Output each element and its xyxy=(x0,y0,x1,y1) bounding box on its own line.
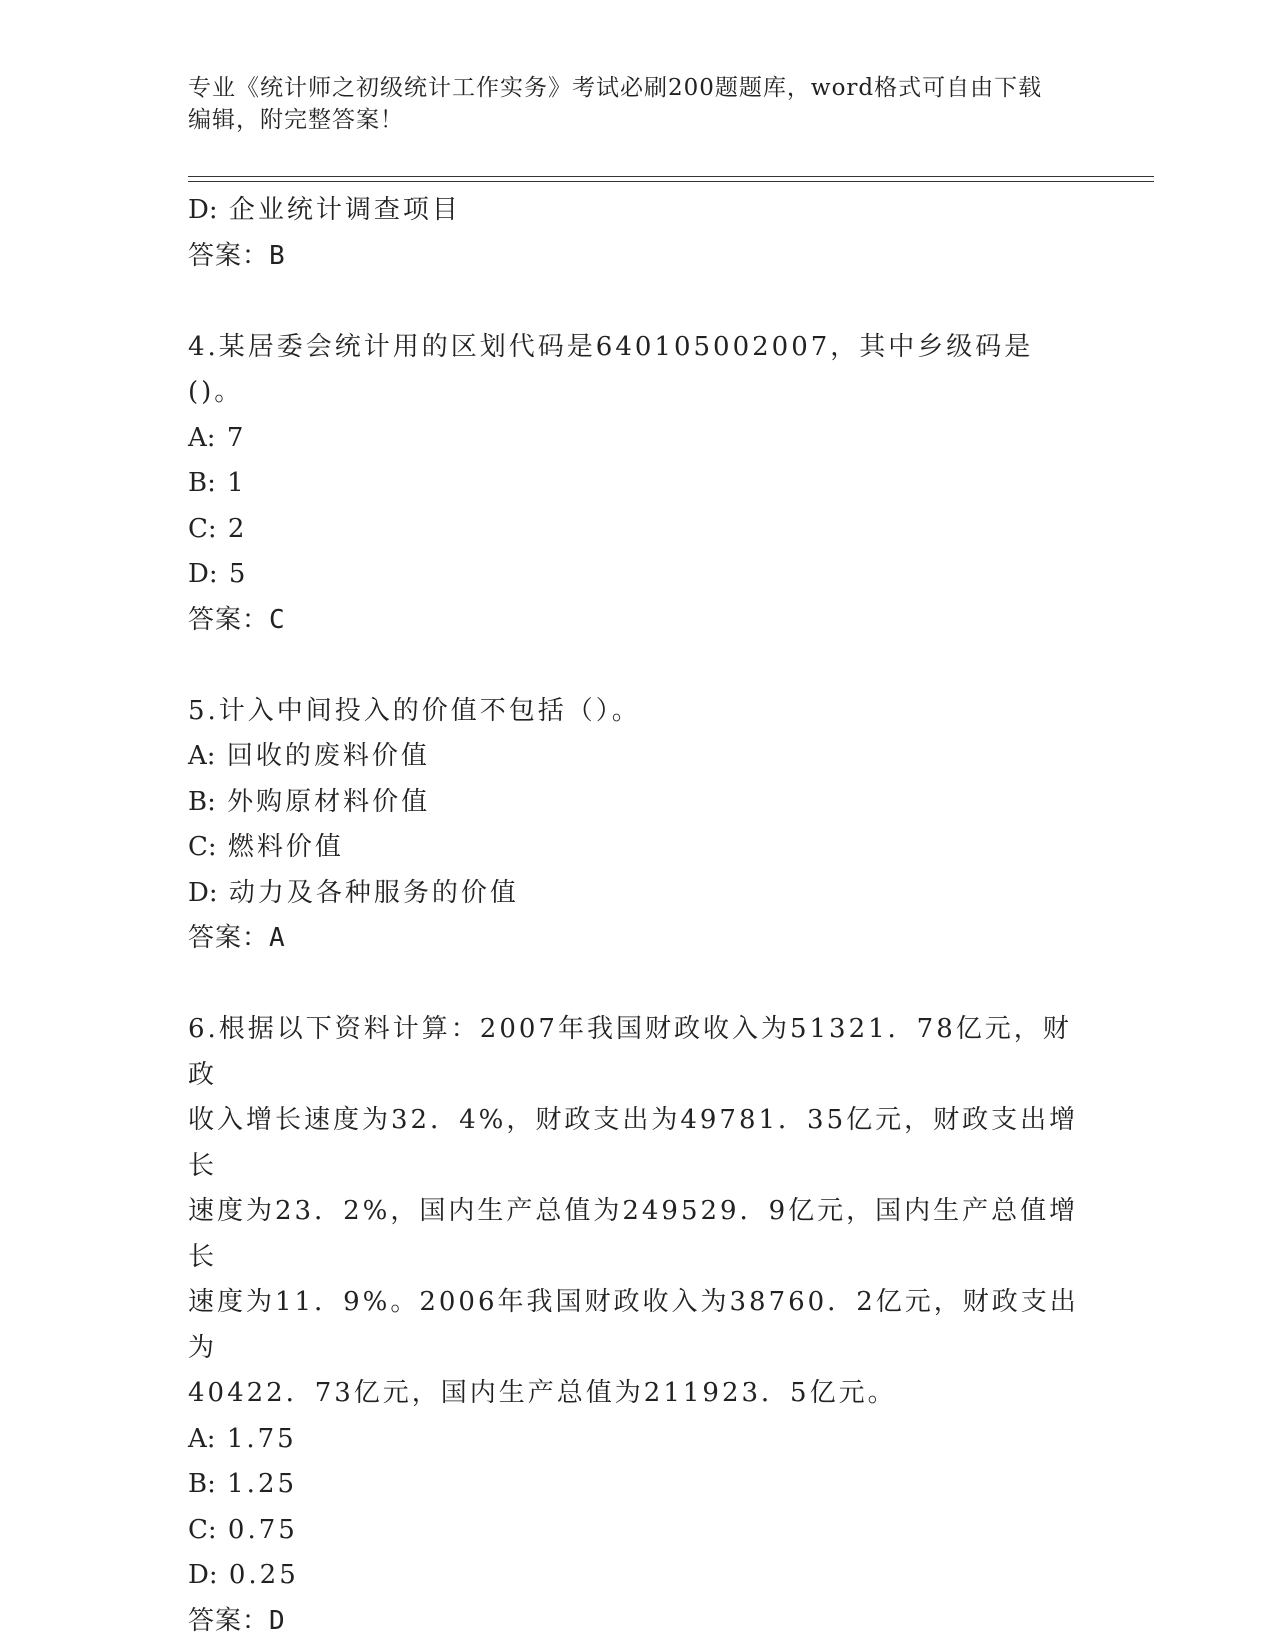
answer-value: C xyxy=(269,604,286,635)
answer-label: 答案： xyxy=(188,240,270,271)
option-c xyxy=(188,1508,1088,1554)
option-text: 燃料价值 xyxy=(227,832,344,862)
header-divider-top xyxy=(188,176,1154,177)
option-text: 0.75 xyxy=(227,1514,298,1545)
option-label: C: xyxy=(188,513,217,544)
option-label: B: xyxy=(188,1469,216,1499)
option-text: 动力及各种服务的价值 xyxy=(228,877,519,908)
option-label: B: xyxy=(188,786,216,817)
option-c xyxy=(188,507,1088,553)
answer-value: B xyxy=(269,240,286,271)
option-d xyxy=(188,552,1088,598)
answer-label: 答案： xyxy=(188,604,270,635)
option-label: D: xyxy=(188,559,218,589)
answer-label: 答案： xyxy=(188,923,270,953)
question-6-stem-line: 速度为23．2%，国内生产总值为249529．9亿元，国内生产总值增长 xyxy=(188,1196,1079,1272)
option-text: 1.75 xyxy=(226,1423,297,1454)
option-d xyxy=(188,188,1088,234)
question-6-stem-line: 速度为11．9%。2006年我国财政收入为38760．2亿元，财政支出为 xyxy=(188,1287,1079,1363)
option-label: A: xyxy=(188,1423,216,1454)
answer-value: A xyxy=(269,923,286,953)
option-a xyxy=(188,1417,1088,1463)
answer-value: D xyxy=(269,1605,286,1636)
option-text: 0.25 xyxy=(228,1560,299,1590)
option-b xyxy=(188,780,1088,826)
document-header xyxy=(188,72,1068,136)
header-divider-bottom xyxy=(188,181,1154,182)
option-label: D: xyxy=(188,195,218,225)
option-label: D: xyxy=(188,1560,218,1590)
answer-line xyxy=(188,916,1088,962)
option-label: A: xyxy=(188,422,216,453)
question-6-stem-line: 6.根据以下资料计算：2007年我国财政收入为51321．78亿元，财政 xyxy=(188,1014,1072,1090)
option-label: A: xyxy=(188,741,216,771)
answer-line xyxy=(188,234,1088,280)
option-a xyxy=(188,416,1088,462)
question-6-stem-line: 40422．73亿元，国内生产总值为211923．5亿元。 xyxy=(188,1378,897,1408)
option-c xyxy=(188,825,1088,871)
question-5-stem: 5.计入中间投入的价值不包括（）。 xyxy=(188,695,641,726)
question-4-stem: 4.某居委会统计用的区划代码是640105002007，其中乡级码是()。 xyxy=(188,331,1034,407)
option-text: 1 xyxy=(227,468,247,498)
option-label: B: xyxy=(188,468,216,498)
option-b xyxy=(188,461,1088,507)
option-text: 1.25 xyxy=(227,1469,298,1499)
header-title-line-1: 专业《统计师之初级统计工作实务》考试必刷200题题库，word格式可自由下载 xyxy=(188,75,1043,101)
answer-label: 答案： xyxy=(188,1605,270,1636)
option-label: C: xyxy=(188,832,217,862)
option-text: 外购原材料价值 xyxy=(227,786,431,817)
option-b xyxy=(188,1462,1088,1508)
option-label: C: xyxy=(188,1514,217,1545)
answer-line xyxy=(188,1599,1088,1645)
option-text: 7 xyxy=(226,422,247,453)
option-a xyxy=(188,734,1088,780)
question-list xyxy=(188,188,1088,1644)
header-title-line-2: 编辑，附完整答案！ xyxy=(188,107,404,133)
option-text: 5 xyxy=(228,559,249,589)
option-text: 企业统计调查项目 xyxy=(228,195,461,225)
option-label: D: xyxy=(188,877,218,908)
answer-line xyxy=(188,598,1088,644)
option-d xyxy=(188,871,1088,917)
option-d xyxy=(188,1553,1088,1599)
option-text: 回收的废料价值 xyxy=(226,741,430,771)
question-6-stem xyxy=(188,1007,1088,1417)
question-6-stem-line: 收入增长速度为32．4%，财政支出为49781．35亿元，财政支出增长 xyxy=(188,1105,1079,1181)
option-text: 2 xyxy=(227,513,248,544)
